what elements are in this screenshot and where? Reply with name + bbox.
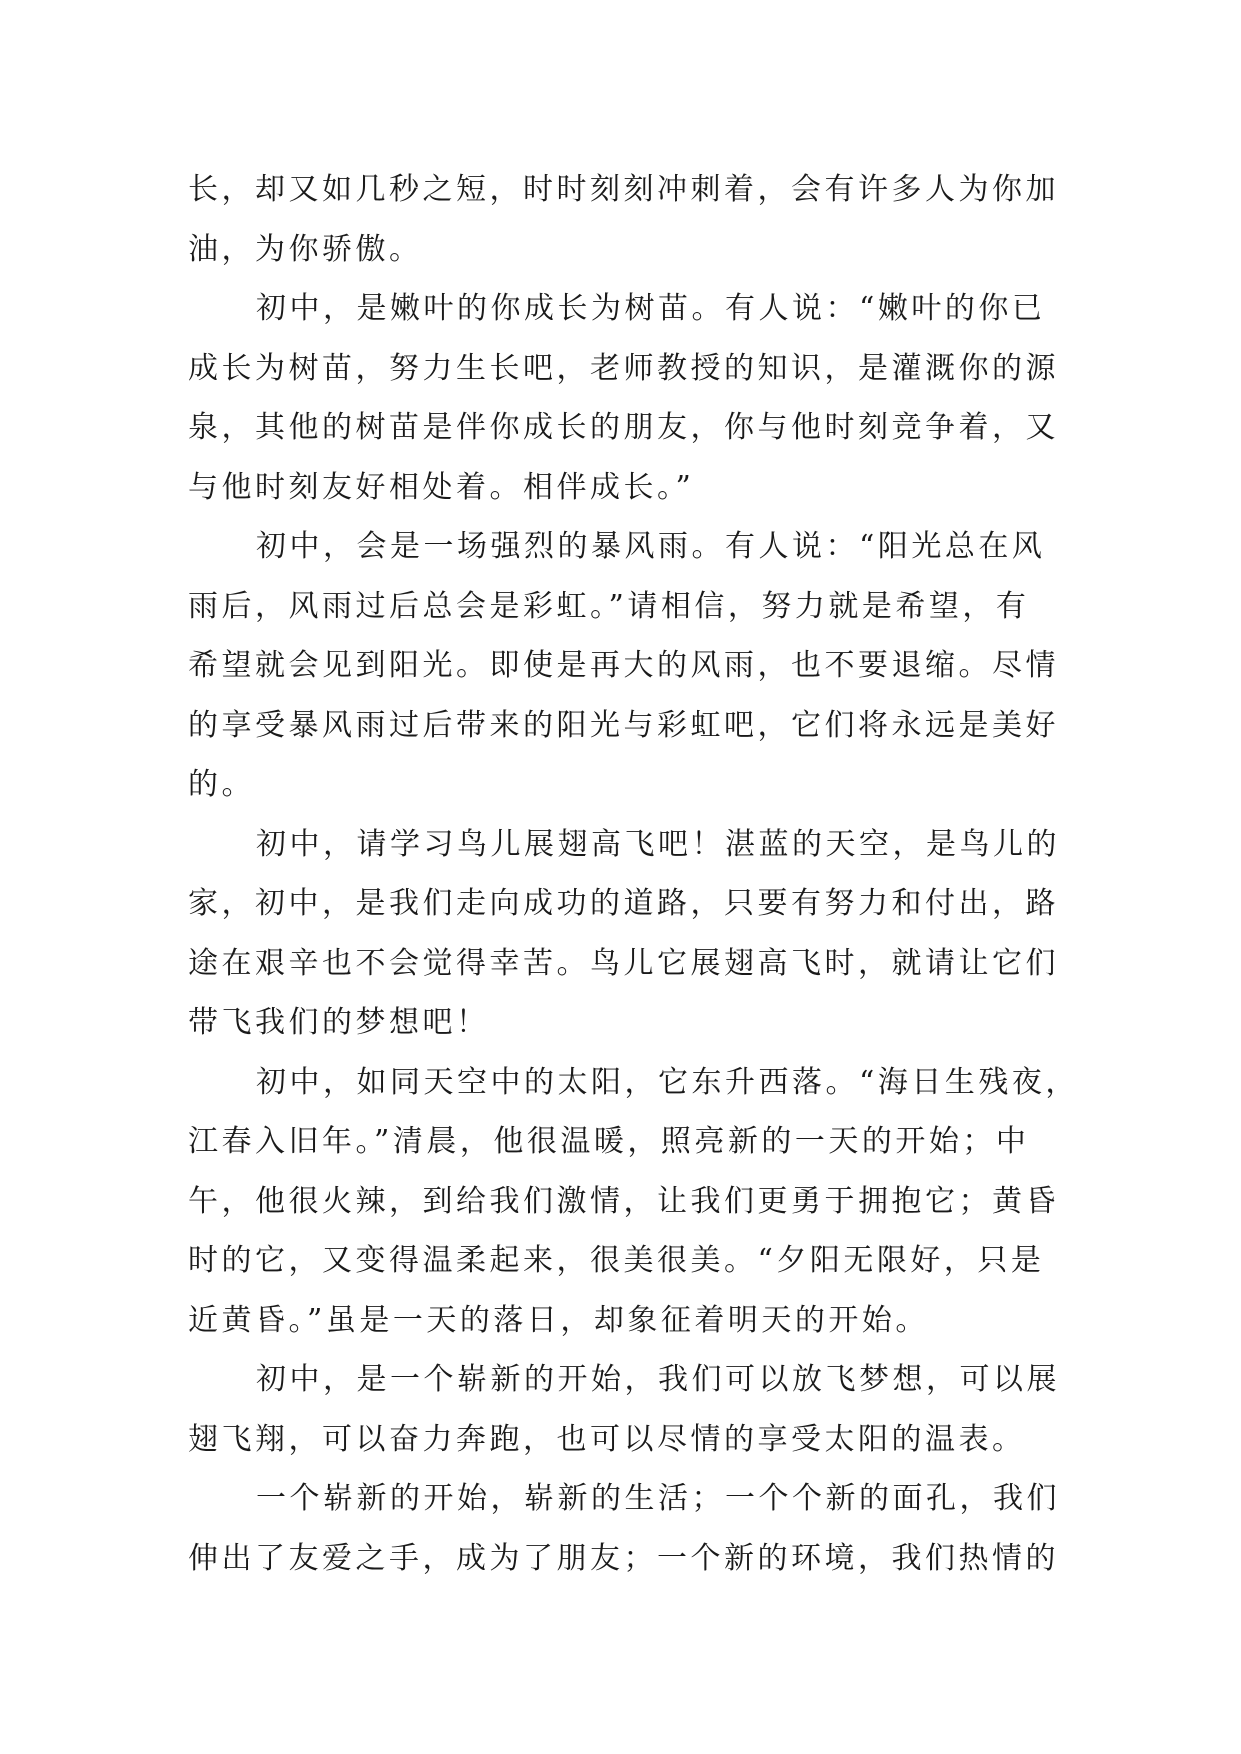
text-line: 长，却又如几秒之短，时时刻刻冲刺着，会有许多人为你加 [188,172,1059,207]
text-line: 家，初中，是我们走向成功的道路，只要有努力和付出，路 [188,886,1059,921]
paragraph-start-line: 初中，如同天空中的太阳，它东升西落。“海日生残夜， [256,1064,1079,1100]
text-line: 雨后，风雨过后总会是彩虹。”请相信，努力就是希望，有 [188,588,1030,624]
text-line: 翅飞翔，可以奋力奔跑，也可以尽情的享受太阳的温表。 [188,1421,1026,1457]
text-line: 的。 [188,767,255,802]
paragraph-start-line: 一个崭新的开始，崭新的生活；一个个新的面孔，我们 [256,1481,1060,1516]
text-line: 途在艰辛也不会觉得幸苦。鸟儿它展翅高飞时，就请让它们 [188,945,1059,981]
text-line: 近黄昏。”虽是一天的落日，却象征着明天的开始。 [188,1302,929,1338]
text-line: 泉，其他的树苗是伴你成长的朋友，你与他时刻竞争着，又 [188,410,1059,445]
text-line: 希望就会见到阳光。即使是再大的风雨，也不要退缩。尽情 [188,648,1059,683]
text-line: 带飞我们的梦想吧！ [188,1005,490,1040]
text-line: 油，为你骄傲。 [188,231,423,267]
text-line: 成长为树苗，努力生长吧，老师教授的知识，是灌溉你的源 [188,350,1059,386]
text-line: 的享受暴风雨过后带来的阳光与彩虹吧，它们将永远是美好 [188,707,1059,743]
paragraph-start-line: 初中，是一个崭新的开始，我们可以放飞梦想，可以展 [256,1362,1060,1397]
paragraph-start-line: 初中，是嫩叶的你成长为树苗。有人说：“嫩叶的你已 [256,291,1046,326]
paragraph-start-line: 初中，会是一场强烈的暴风雨。有人说：“阳光总在风 [256,529,1046,564]
text-line: 与他时刻友好相处着。相伴成长。” [188,469,695,505]
paragraph-start-line: 初中，请学习鸟儿展翅高飞吧！湛蓝的天空，是鸟儿的 [256,826,1060,862]
text-line: 江春入旧年。”清晨，他很温暖，照亮新的一天的开始；中 [188,1124,1030,1159]
text-line: 伸出了友爱之手，成为了朋友；一个新的环境，我们热情的 [188,1540,1059,1576]
essay-body [188,160,1079,1588]
text-line: 午，他很火辣，到给我们激情，让我们更勇于拥抱它；黄昏 [188,1183,1059,1219]
text-line: 时的它，又变得温柔起来，很美很美。“夕阳无限好，只是 [188,1243,1045,1278]
